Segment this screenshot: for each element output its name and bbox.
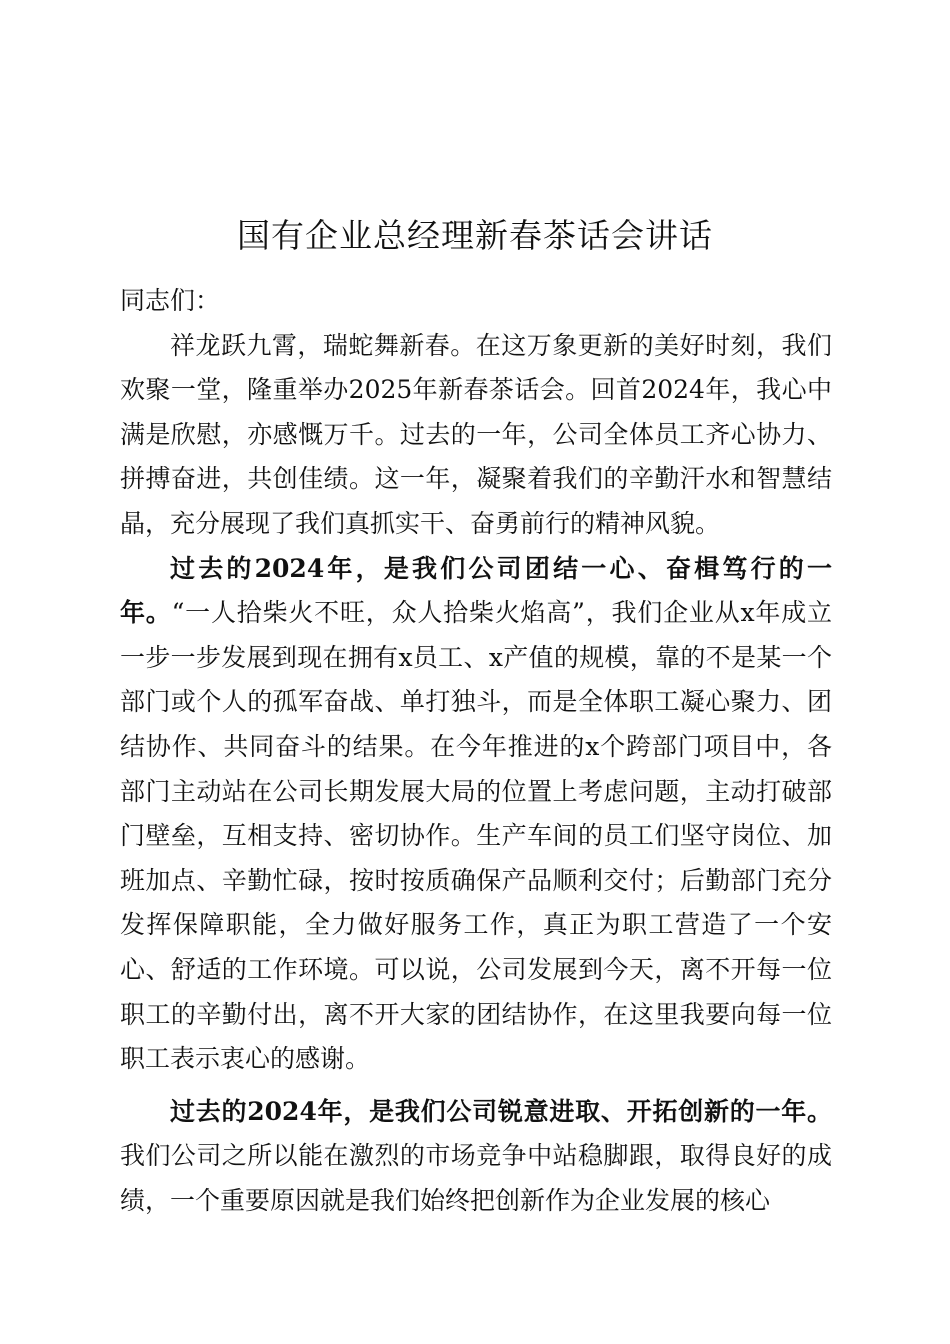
- paragraph-lead: 过去的2024年，是我们公司锐意进取、开拓创新的一年。: [170, 1096, 832, 1126]
- paragraph-lead: 过去的2024年，是我们公司团结一心、奋楫笃行的一年。: [120, 553, 832, 628]
- document-body: [120, 279, 832, 1223]
- paragraph-text: 我们公司之所以能在激烈的市场竞争中站稳脚跟，取得良好的成绩，一个重要原因就是我们始终把创新作为企业发展的核心: [120, 1141, 832, 1215]
- document-title: 国有企业总经理新春茶话会讲话: [237, 216, 713, 255]
- salutation: 同志们：: [120, 286, 221, 315]
- paragraph-opening: [120, 324, 832, 547]
- paragraph-unity: [120, 547, 832, 1082]
- paragraph-text: “一人拾柴火不旺，众人拾柴火焰高”，我们企业从x年成立一步一步发展到现在拥有x员工、x产值的规模，靠的不是某一个部门或个人的孤军奋战、单打独斗，而是全体职工凝心聚力、团结协作、共同奋斗的结果。在今年推进的x个跨部门项目中，各部门主动站在公司长期发展大局的位置上考虑问题，主动打破部门壁垒，互相支持、密切协作。生产车间的员工们坚守岗位、加班加点、辛勤忙碌，按时按质确保产品顺利交付；后勤部门充分发挥保障职能，全力做好服务工作，真正为职工营造了一个安心、舒适的工作环境。可以说，公司发展到今天，离不开每一位职工的辛勤付出，离不开大家的团结协作，在这里我要向每一位职工表示衷心的感谢。: [120, 598, 832, 1074]
- paragraph-innovation: [120, 1090, 832, 1224]
- paragraph-text: 祥龙跃九霄，瑞蛇舞新春。在这万象更新的美好时刻，我们欢聚一堂，隆重举办2025年新春茶话会。回首2024年，我心中满是欣慰，亦感慨万千。过去的一年，公司全体员工齐心协力、拼搏奋进，共创佳绩。这一年，凝聚着我们的辛勤汗水和智慧结晶，充分展现了我们真抓实干、奋勇前行的精神风貌。: [120, 330, 832, 538]
